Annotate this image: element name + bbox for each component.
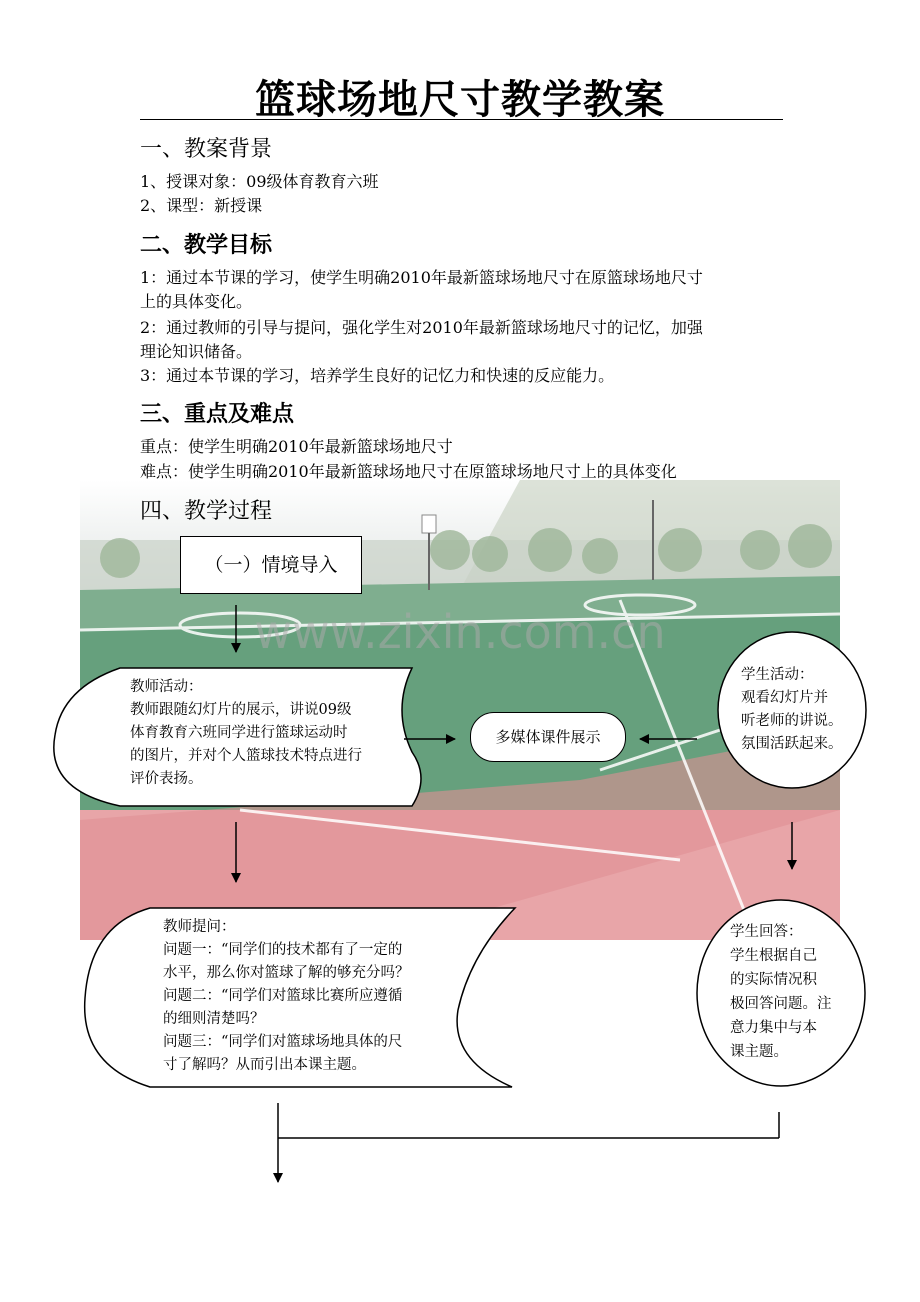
- teacher-question-text: [163, 916, 453, 1077]
- student-answer-text: [730, 920, 844, 1064]
- teacher-question-line-5: 问题三：“同学们对篮球场地具体的尺: [163, 1034, 403, 1050]
- teacher-activity-line-1: 教师跟随幻灯片的展示，讲说09级: [130, 702, 352, 718]
- difficulty-line: 难点：使学生明确2010年最新篮球场地尺寸在原篮球场地尺寸上的具体变化: [140, 462, 677, 481]
- teacher-question-line-1: 问题一：“同学们的技术都有了一定的: [163, 942, 403, 958]
- section-heading-key-points: 三、重点及难点: [140, 402, 295, 427]
- section-background-line-1: 1、授课对象：09级体育教育六班: [140, 172, 379, 191]
- objectives-line-2: 上的具体变化。: [140, 292, 253, 311]
- student-activity-line-3: 氛围活跃起来。: [741, 736, 843, 752]
- teacher-activity-text: [130, 676, 398, 791]
- objectives-line-4: 理论知识储备。: [140, 342, 253, 361]
- teacher-activity-line-2: 体育教育六班同学进行篮球运动时: [130, 725, 348, 741]
- student-activity-text: [741, 664, 853, 756]
- step1-box: （一）情境导入: [180, 536, 362, 594]
- teacher-activity-line-4: 评价表扬。: [130, 771, 203, 787]
- student-answer-line-4: 意力集中与本: [730, 1020, 817, 1036]
- teacher-activity-line-3: 的图片，并对个人篮球技术特点进行: [130, 748, 362, 764]
- teacher-question-line-2: 水平，那么你对篮球了解的够充分吗？: [163, 965, 410, 981]
- teacher-question-line-4: 的细则清楚吗？: [163, 1011, 265, 1027]
- watermark: www.zixin.com.cn: [254, 605, 666, 659]
- teacher-question-title: 教师提问：: [163, 919, 236, 935]
- section-heading-objectives: 二、教学目标: [140, 233, 273, 258]
- student-answer-title: 学生回答：: [730, 924, 803, 940]
- section-heading-process: 四、教学过程: [140, 499, 273, 524]
- student-answer-line-2: 的实际情况积: [730, 972, 817, 988]
- objectives-line-3: 2：通过教师的引导与提问，强化学生对2010年最新篮球场地尺寸的记忆，加强: [140, 318, 703, 337]
- objectives-line-1: 1：通过本节课的学习，使学生明确2010年最新篮球场地尺寸在原篮球场地尺寸: [140, 268, 703, 287]
- teacher-question-line-3: 问题二：“同学们对篮球比赛所应遵循: [163, 988, 403, 1004]
- section-background-line-2: 2、课型：新授课: [140, 196, 263, 215]
- page-title: 篮球场地尺寸教学教案: [255, 77, 665, 123]
- teacher-activity-title: 教师活动：: [130, 679, 203, 695]
- student-activity-title: 学生活动：: [741, 667, 814, 683]
- multimedia-capsule: 多媒体课件展示: [470, 712, 626, 762]
- teacher-question-line-6: 寸了解吗？从而引出本课主题。: [163, 1057, 366, 1073]
- student-answer-line-5: 课主题。: [730, 1044, 788, 1060]
- section-heading-background: 一、教案背景: [140, 137, 273, 162]
- student-activity-line-2: 听老师的讲说。: [741, 713, 843, 729]
- student-activity-line-1: 观看幻灯片并: [741, 690, 828, 706]
- student-answer-line-3: 极回答问题。注: [730, 996, 832, 1012]
- student-answer-line-1: 学生根据自己: [730, 948, 817, 964]
- objectives-line-5: 3：通过本节课的学习，培养学生良好的记忆力和快速的反应能力。: [140, 366, 615, 385]
- key-point-line: 重点：使学生明确2010年最新篮球场地尺寸: [140, 437, 453, 456]
